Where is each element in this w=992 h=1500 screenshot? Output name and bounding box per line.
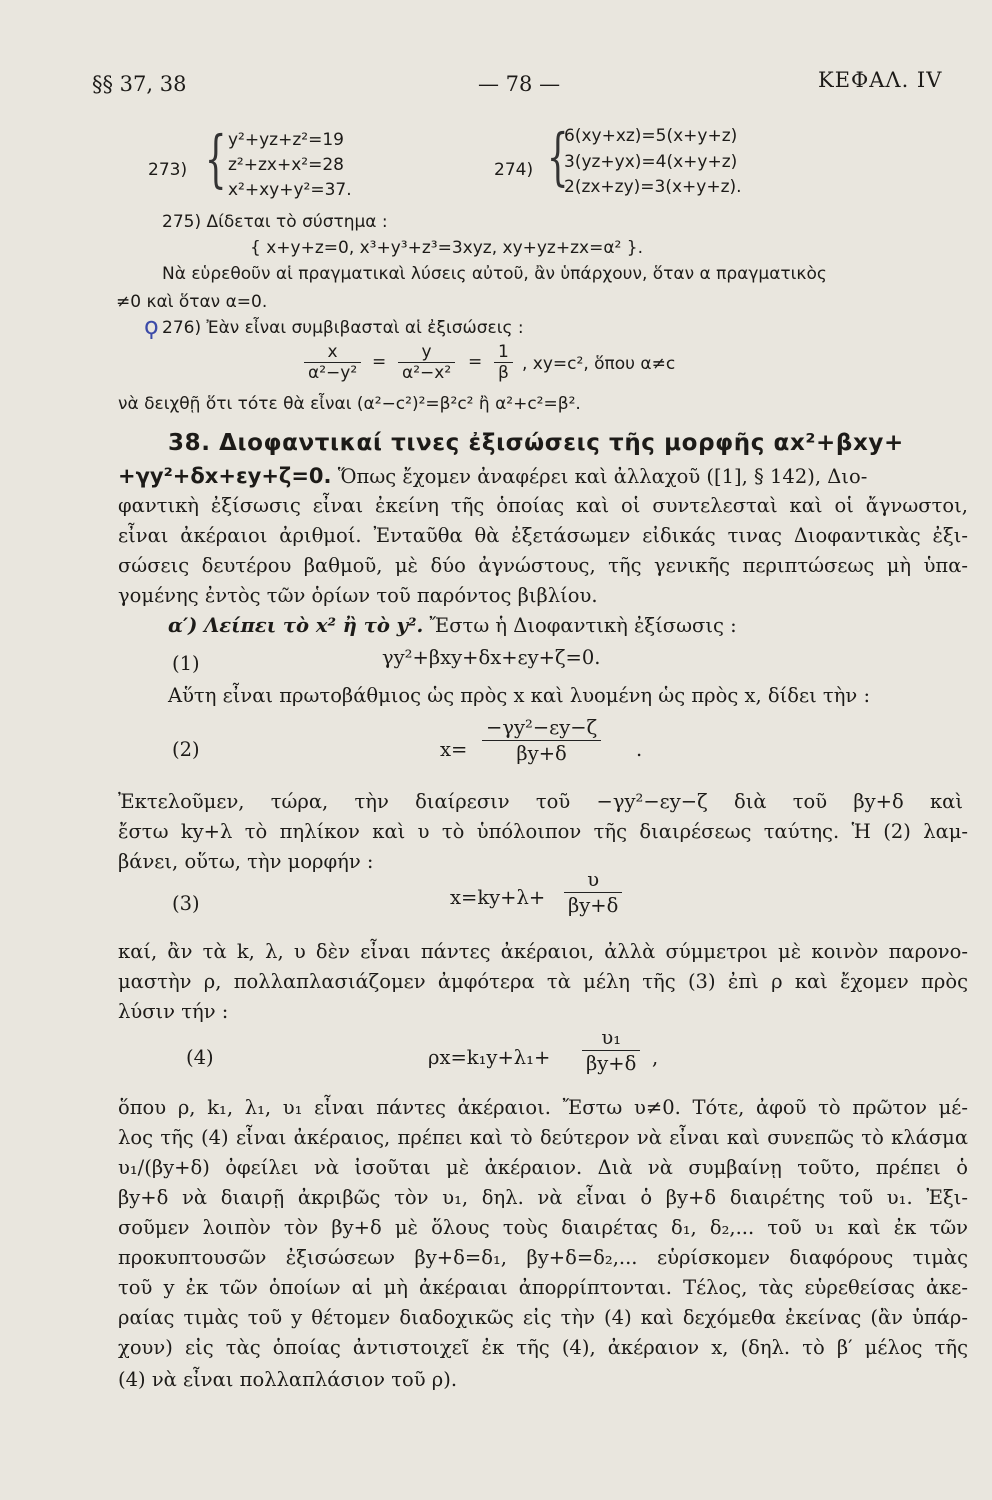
eq1-label: (1)	[172, 652, 200, 675]
eq4-denominator: βy+δ	[586, 1052, 637, 1075]
paragraph-4-line: χουν) εἰς τὰς ὁποίας ἀντιστοιχεῖ ἐκ τῆς (4), ἀκέραιον x, (δηλ. τὸ β′ μέλος τῆς	[118, 1336, 968, 1359]
equals-sign: =	[372, 352, 387, 372]
paragraph-4-line: υ₁/(βy+δ) ὀφείλει νὰ ἰσοῦται μὲ ἀκέραιον. Διὰ νὰ συμβαίνῃ τοῦτο, πρέπει ὁ	[118, 1156, 968, 1179]
section-38-title: 38. Διοφαντικαί τινες ἐξισώσεις τῆς μορφῆς αx²+βxy+	[168, 430, 904, 456]
ex276-tail: , xy=c², ὅπου α≠c	[522, 354, 676, 374]
paragraph-2-line: βάνει, οὕτω, τὴν μορφήν :	[118, 850, 374, 873]
paragraph-1: Αὕτη εἶναι πρωτοβάθμιος ὡς πρὸς x καὶ λυομένη ὡς πρὸς x, δίδει τὴν :	[168, 684, 871, 707]
ex273-line: y²+yz+z²=19	[228, 130, 344, 150]
ex276-frac1-numerator: x	[304, 342, 361, 363]
eq3-numerator: υ	[564, 868, 622, 893]
ex276-fraction	[304, 342, 361, 383]
subsection-a-heading-line	[168, 614, 968, 637]
eq3-lhs: x=ky+λ+	[450, 886, 546, 909]
paragraph-3-line: μαστὴν ρ, πολλαπλασιάζομεν ἀμφότερα τὰ μέλη τῆς (3) ἐπὶ ρ καὶ ἔχομεν πρὸς	[118, 970, 968, 993]
paragraph-4-line: βy+δ νὰ διαιρῇ ἀκριβῶς τὸν υ₁, δηλ. νὰ εἶναι ὁ βy+δ διαιρέτης τοῦ υ₁. Ἐξι-	[118, 1186, 968, 1209]
eq4-lhs: ρx=k₁y+λ₁+	[428, 1046, 551, 1069]
ex275-line2: ≠0 καὶ ὅταν α=0.	[116, 292, 268, 312]
section-38-line	[118, 464, 968, 488]
subsection-a-heading: α′) Λείπει τὸ x² ἢ τὸ y².	[168, 614, 424, 637]
ex273-line: x²+xy+y²=37.	[228, 180, 352, 200]
paragraph-3-line: καί, ἂν τὰ k, λ, υ δὲν εἶναι πάντες ἀκέραιοι, ἀλλὰ σύμμετροι μὲ κοινὸν παρονο-	[118, 940, 968, 963]
ex274-line: 2(zx+zy)=3(x+y+z).	[564, 177, 742, 197]
ex276-fraction	[398, 342, 455, 383]
eq2-period: .	[636, 738, 643, 761]
eq4-numerator: υ₁	[582, 1026, 640, 1051]
ex276-frac3-denominator: β	[498, 363, 509, 383]
paragraph-3-line: λύσιν τήν :	[118, 1000, 229, 1023]
section-38-title-cont: +γy²+δx+εy+ζ=0.	[118, 464, 332, 488]
ex276-frac3-numerator: 1	[494, 342, 513, 363]
eq2-denominator: βy+δ	[516, 742, 567, 765]
paragraph-4-line: προκυπτουσῶν ἐξισώσεων βy+δ=δ₁, βy+δ=δ₂,... εὑρίσκομεν διαφόρους τιμὰς	[118, 1246, 968, 1269]
pencil-annotation-icon: ϙ	[144, 312, 159, 340]
paragraph-4-line: ὅπου ρ, k₁, λ₁, υ₁ εἶναι πάντες ἀκέραιοι. Ἔστω υ≠0. Τότε, ἀφοῦ τὸ πρῶτον μέ-	[118, 1096, 968, 1119]
eq4-fraction	[582, 1026, 640, 1077]
section-38-line: φαντικὴ ἐξίσωσις εἶναι ἐκείνη τῆς ὁποίας καὶ οἱ συντελεσταὶ καὶ οἱ ἄγνωστοι,	[118, 494, 968, 517]
ex276-frac1-denominator: α²−y²	[308, 363, 358, 383]
ex276-frac2-denominator: α²−x²	[402, 363, 452, 383]
ex274-label: 274)	[494, 160, 534, 180]
eq4-tail: ,	[652, 1046, 659, 1069]
eq2-fraction	[482, 716, 601, 767]
header-chapter: ΚΕΦΑΛ. IV	[818, 68, 943, 92]
ex276-conclusion: νὰ δειχθῇ ὅτι τότε θὰ εἶναι (α²−c²)²=β²c² ἢ α²+c²=β².	[118, 394, 581, 414]
equals-sign: =	[468, 352, 483, 372]
paragraph-4-line: λος τῆς (4) εἶναι ἀκέραιος, πρέπει καὶ τὸ δεύτερον νὰ εἶναι καὶ συνεπῶς τὸ κλάσμα	[118, 1126, 968, 1149]
eq3-fraction	[564, 868, 622, 919]
eq1: γy²+βxy+δx+εy+ζ=0.	[382, 646, 601, 669]
ex276-intro: 276) Ἐὰν εἶναι συμβιβασταὶ αἱ ἐξισώσεις :	[162, 318, 524, 338]
ex275-system: { x+y+z=0, x³+y³+z³=3xyz, xy+yz+zx=α² }.	[250, 238, 643, 258]
section-38-line: εἶναι ἀκέραιοι ἀριθμοί. Ἐνταῦθα θὰ ἐξετάσωμεν εἰδικάς τινας Διοφαντικὰς ἐξι-	[118, 524, 968, 547]
section-38-line: σώσεις δευτέρου βαθμοῦ, μὲ δύο ἀγνώστους, τῆς γενικῆς περιπτώσεως μὴ ὑπα-	[118, 554, 968, 577]
paragraph-2-line: ἔστω ky+λ τὸ πηλίκον καὶ υ τὸ ὑπόλοιπον τῆς διαιρέσεως ταύτης. Ἡ (2) λαμ-	[118, 820, 968, 843]
paragraph-2-line: Ἐκτελοῦμεν, τώρα, τὴν διαίρεσιν τοῦ −γy²−εy−ζ διὰ τοῦ βy+δ καὶ	[118, 790, 963, 813]
eq2-lhs: x=	[440, 738, 468, 761]
ex275-intro: 275) Δίδεται τὸ σύστημα :	[162, 212, 388, 232]
eq3-denominator: βy+δ	[568, 894, 619, 917]
header-section-ref: §§ 37, 38	[92, 72, 187, 96]
ex273-line: z²+zx+x²=28	[228, 155, 344, 175]
section-38-text: Ὅπως ἔχομεν ἀναφέρει καὶ ἀλλαχοῦ ([1], § 142), Διο-	[331, 465, 868, 488]
ex274-brace: {	[546, 120, 569, 193]
eq3-label: (3)	[172, 892, 200, 915]
ex276-fraction	[494, 342, 513, 383]
section-38-line: γομένης ἐντὸς τῶν ὁρίων τοῦ παρόντος βιβλίου.	[118, 584, 598, 607]
ex276-frac2-numerator: y	[398, 342, 455, 363]
paragraph-4-line: τοῦ y ἐκ τῶν ὁποίων αἱ μὴ ἀκέραιαι ἀπορρίπτονται. Τέλος, τὰς εὑρεθείσας ἀκε-	[118, 1276, 968, 1299]
eq2-label: (2)	[172, 738, 200, 761]
ex273-brace: {	[204, 122, 227, 195]
ex273-label: 273)	[148, 160, 188, 180]
paragraph-4-line: ραίας τιμὰς τοῦ y θέτομεν διαδοχικῶς εἰς τὴν (4) καὶ δεχόμεθα ἐκείνας (ἂν ὑπάρ-	[118, 1306, 968, 1329]
subsection-a-heading-tail: Ἔστω ἡ Διοφαντικὴ ἐξίσωσις :	[423, 614, 737, 637]
eq2-numerator: −γy²−εy−ζ	[482, 716, 601, 741]
ex275-line1: Νὰ εὑρεθοῦν αἱ πραγματικαὶ λύσεις αὐτοῦ, ἂν ὑπάρχουν, ὅταν α πραγματικὸς	[162, 264, 827, 284]
ex274-line: 3(yz+yx)=4(x+y+z)	[564, 152, 738, 172]
paragraph-4-last-line: (4) νὰ εἶναι πολλαπλάσιον τοῦ ρ).	[118, 1368, 458, 1391]
ex274-line: 6(xy+xz)=5(x+y+z)	[564, 126, 738, 146]
header-page-number: — 78 —	[478, 72, 561, 96]
paragraph-4-line: σοῦμεν λοιπὸν τὸν βy+δ μὲ ὅλους τοὺς διαιρέτας δ₁, δ₂,... τοῦ υ₁ καὶ ἐκ τῶν	[118, 1216, 968, 1239]
eq4-label: (4)	[186, 1046, 214, 1069]
